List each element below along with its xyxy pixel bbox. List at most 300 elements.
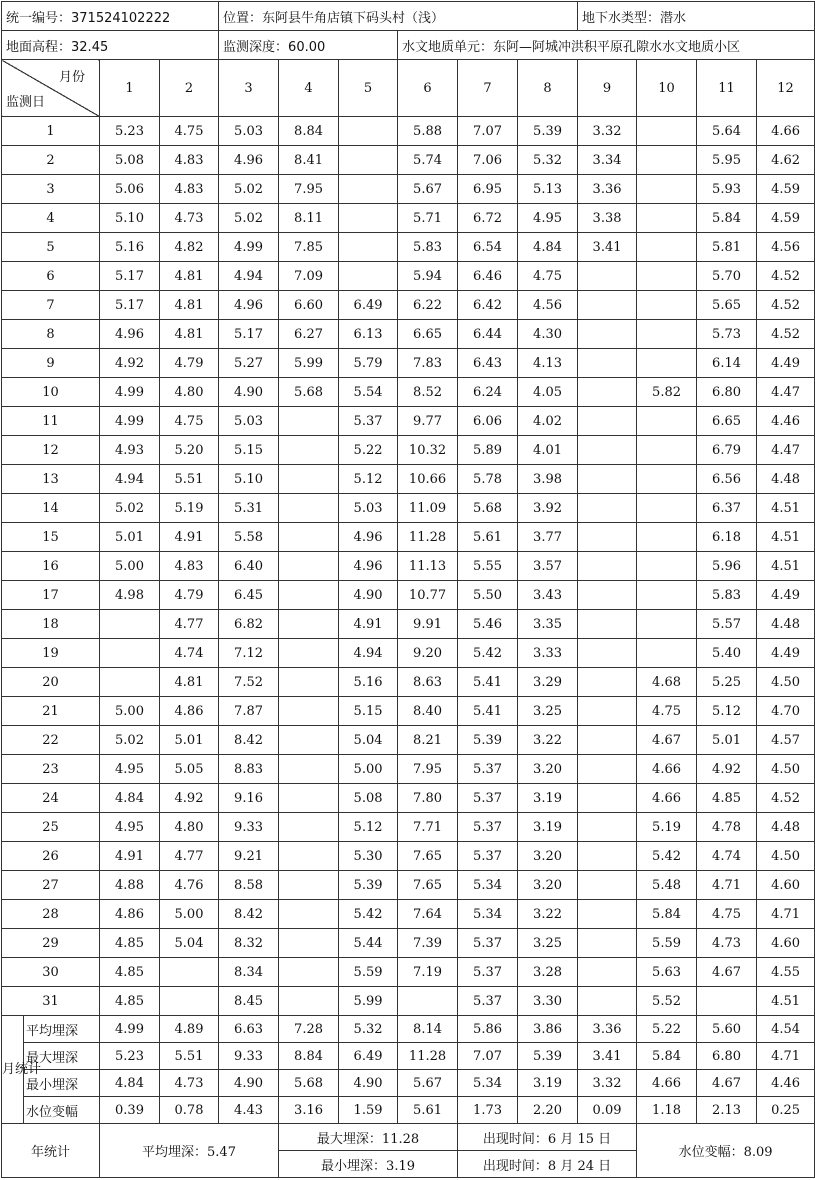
table-row <box>2 929 815 958</box>
depth-cell: 8.84 <box>279 117 339 146</box>
depth-cell: 4.82 <box>160 233 219 262</box>
stat-cell: 5.68 <box>279 1070 339 1097</box>
depth-cell: 5.13 <box>518 175 578 204</box>
depth-cell: 4.90 <box>339 581 398 610</box>
depth-cell: 4.48 <box>757 465 815 494</box>
depth-cell: 7.87 <box>219 697 279 726</box>
depth-cell: 9.77 <box>398 407 458 436</box>
depth-cell <box>578 726 637 755</box>
depth-cell: 5.15 <box>219 436 279 465</box>
station-id-cell: 统一编号：371524102222 <box>2 2 219 31</box>
stat-cell: 3.86 <box>518 1016 578 1043</box>
depth-cell: 4.93 <box>100 436 160 465</box>
table-row <box>2 552 815 581</box>
stat-cell: 4.67 <box>697 1070 757 1097</box>
depth-cell: 5.39 <box>458 726 518 755</box>
depth-cell: 5.57 <box>697 610 757 639</box>
depth-cell: 4.83 <box>160 552 219 581</box>
depth-cell: 5.06 <box>100 175 160 204</box>
depth-cell: 5.54 <box>339 378 398 407</box>
stat-cell: 8.14 <box>398 1016 458 1043</box>
depth-cell: 10.77 <box>398 581 458 610</box>
depth-cell: 7.12 <box>219 639 279 668</box>
depth-cell: 8.41 <box>279 146 339 175</box>
depth-cell <box>279 552 339 581</box>
depth-cell: 5.59 <box>339 958 398 987</box>
depth-cell: 6.27 <box>279 320 339 349</box>
depth-cell: 7.09 <box>279 262 339 291</box>
depth-cell <box>398 987 458 1016</box>
stat-cell: 5.23 <box>100 1043 160 1070</box>
depth-cell <box>578 407 637 436</box>
depth-cell: 5.51 <box>160 465 219 494</box>
depth-cell: 5.04 <box>339 726 398 755</box>
table-row <box>2 813 815 842</box>
depth-cell: 3.77 <box>518 523 578 552</box>
monitoring-depth-value: 60.00 <box>288 39 326 55</box>
depth-cell: 4.81 <box>160 262 219 291</box>
stat-cell: 5.39 <box>518 1043 578 1070</box>
depth-cell: 8.42 <box>219 900 279 929</box>
depth-cell: 5.37 <box>458 929 518 958</box>
depth-cell: 6.80 <box>697 378 757 407</box>
depth-cell <box>578 842 637 871</box>
depth-cell <box>637 291 697 320</box>
month-header-4: 4 <box>279 60 339 117</box>
month-header-2: 2 <box>160 60 219 117</box>
depth-cell: 3.22 <box>518 726 578 755</box>
depth-cell: 5.67 <box>398 175 458 204</box>
depth-cell <box>637 349 697 378</box>
depth-cell <box>637 436 697 465</box>
depth-cell <box>578 378 637 407</box>
table-row <box>2 871 815 900</box>
depth-cell: 4.98 <box>100 581 160 610</box>
depth-cell: 6.24 <box>458 378 518 407</box>
depth-cell: 5.99 <box>279 349 339 378</box>
day-label: 31 <box>2 987 100 1016</box>
month-header-10: 10 <box>637 60 697 117</box>
day-label: 22 <box>2 726 100 755</box>
depth-cell: 4.75 <box>697 900 757 929</box>
depth-cell <box>578 581 637 610</box>
depth-cell: 5.79 <box>339 349 398 378</box>
depth-cell: 5.52 <box>637 987 697 1016</box>
depth-cell: 5.15 <box>339 697 398 726</box>
depth-cell: 4.51 <box>757 523 815 552</box>
depth-cell: 5.37 <box>458 784 518 813</box>
depth-cell: 4.94 <box>219 262 279 291</box>
stat-cell: 5.67 <box>398 1070 458 1097</box>
depth-cell: 5.00 <box>100 697 160 726</box>
depth-cell: 8.42 <box>219 726 279 755</box>
depth-cell: 4.96 <box>100 320 160 349</box>
depth-cell: 4.79 <box>160 581 219 610</box>
day-label: 13 <box>2 465 100 494</box>
depth-cell: 5.70 <box>697 262 757 291</box>
depth-cell: 5.25 <box>697 668 757 697</box>
stat-cell: 4.90 <box>219 1070 279 1097</box>
depth-cell <box>339 175 398 204</box>
depth-cell: 10.32 <box>398 436 458 465</box>
stat-cell: 4.84 <box>100 1070 160 1097</box>
depth-cell: 4.86 <box>100 900 160 929</box>
depth-cell: 5.88 <box>398 117 458 146</box>
depth-cell: 7.39 <box>398 929 458 958</box>
month-header-3: 3 <box>219 60 279 117</box>
monthly-stat-row <box>2 1070 815 1097</box>
depth-cell: 4.99 <box>100 407 160 436</box>
depth-cell <box>279 465 339 494</box>
depth-cell: 5.58 <box>219 523 279 552</box>
depth-cell <box>279 958 339 987</box>
depth-cell: 5.93 <box>697 175 757 204</box>
yearly-range: 水位变幅：8.09 <box>637 1124 815 1178</box>
depth-cell: 11.28 <box>398 523 458 552</box>
depth-cell: 5.01 <box>160 726 219 755</box>
stat-cell: 4.46 <box>757 1070 815 1097</box>
depth-cell: 6.43 <box>458 349 518 378</box>
depth-cell: 4.95 <box>518 204 578 233</box>
day-label: 7 <box>2 291 100 320</box>
depth-cell: 6.60 <box>279 291 339 320</box>
yearly-max-depth: 最大埋深：11.28 <box>279 1124 458 1151</box>
depth-cell: 5.17 <box>100 262 160 291</box>
depth-cell: 4.50 <box>757 755 815 784</box>
depth-cell: 3.22 <box>518 900 578 929</box>
depth-cell <box>578 813 637 842</box>
table-row <box>2 262 815 291</box>
stat-cell: 0.78 <box>160 1097 219 1124</box>
depth-cell: 8.21 <box>398 726 458 755</box>
depth-cell: 7.19 <box>398 958 458 987</box>
depth-cell: 4.49 <box>757 639 815 668</box>
day-label: 23 <box>2 755 100 784</box>
depth-cell: 10.66 <box>398 465 458 494</box>
depth-cell: 6.72 <box>458 204 518 233</box>
depth-cell: 4.52 <box>757 262 815 291</box>
depth-cell: 4.86 <box>160 697 219 726</box>
depth-cell <box>637 146 697 175</box>
depth-cell: 8.34 <box>219 958 279 987</box>
depth-cell: 5.71 <box>398 204 458 233</box>
depth-cell: 3.19 <box>518 784 578 813</box>
depth-cell: 5.42 <box>637 842 697 871</box>
depth-cell: 6.65 <box>398 320 458 349</box>
stat-cell: 0.39 <box>100 1097 160 1124</box>
day-label: 11 <box>2 407 100 436</box>
depth-cell <box>279 581 339 610</box>
depth-cell: 5.02 <box>100 726 160 755</box>
depth-cell <box>637 262 697 291</box>
depth-cell: 5.02 <box>100 494 160 523</box>
depth-cell: 5.16 <box>100 233 160 262</box>
depth-cell <box>578 262 637 291</box>
depth-cell <box>578 958 637 987</box>
depth-cell: 4.73 <box>160 204 219 233</box>
stat-cell: 4.71 <box>757 1043 815 1070</box>
depth-cell: 3.33 <box>518 639 578 668</box>
depth-cell: 4.75 <box>518 262 578 291</box>
depth-cell: 4.85 <box>697 784 757 813</box>
depth-cell: 7.07 <box>458 117 518 146</box>
depth-cell <box>578 552 637 581</box>
stat-cell: 3.32 <box>578 1070 637 1097</box>
stat-cell: 5.32 <box>339 1016 398 1043</box>
depth-cell: 6.40 <box>219 552 279 581</box>
depth-cell <box>339 117 398 146</box>
depth-cell: 4.70 <box>757 697 815 726</box>
depth-cell: 4.99 <box>219 233 279 262</box>
depth-cell: 4.48 <box>757 813 815 842</box>
monitoring-depth-cell: 监测深度：60.00 <box>219 31 398 60</box>
depth-cell: 4.96 <box>339 523 398 552</box>
depth-cell: 5.78 <box>458 465 518 494</box>
depth-cell <box>637 175 697 204</box>
table-row <box>2 349 815 378</box>
stat-cell: 11.28 <box>398 1043 458 1070</box>
table-row <box>2 581 815 610</box>
depth-cell: 5.59 <box>637 929 697 958</box>
depth-cell: 4.66 <box>637 784 697 813</box>
stat-cell: 2.20 <box>518 1097 578 1124</box>
stat-cell: 4.90 <box>339 1070 398 1097</box>
depth-cell: 5.37 <box>458 813 518 842</box>
stat-cell: 1.73 <box>458 1097 518 1124</box>
depth-cell: 6.44 <box>458 320 518 349</box>
depth-cell: 4.52 <box>757 291 815 320</box>
depth-cell: 5.22 <box>339 436 398 465</box>
depth-cell: 5.00 <box>339 755 398 784</box>
table-row <box>2 958 815 987</box>
depth-cell: 6.54 <box>458 233 518 262</box>
depth-cell: 4.75 <box>637 697 697 726</box>
depth-cell: 3.38 <box>578 204 637 233</box>
table-row <box>2 146 815 175</box>
depth-cell: 5.03 <box>339 494 398 523</box>
day-label: 24 <box>2 784 100 813</box>
day-label: 8 <box>2 320 100 349</box>
depth-cell: 4.52 <box>757 320 815 349</box>
stat-cell: 2.13 <box>697 1097 757 1124</box>
depth-cell: 4.85 <box>100 958 160 987</box>
depth-cell: 5.39 <box>339 871 398 900</box>
table-row <box>2 175 815 204</box>
depth-cell: 6.13 <box>339 320 398 349</box>
yearly-min-depth: 最小埋深：3.19 <box>279 1151 458 1178</box>
depth-cell: 4.56 <box>757 233 815 262</box>
day-label: 16 <box>2 552 100 581</box>
table-row <box>2 233 815 262</box>
depth-cell <box>100 639 160 668</box>
depth-cell: 3.20 <box>518 842 578 871</box>
depth-cell <box>578 494 637 523</box>
table-row <box>2 117 815 146</box>
depth-cell: 5.48 <box>637 871 697 900</box>
month-header-11: 11 <box>697 60 757 117</box>
depth-cell: 4.05 <box>518 378 578 407</box>
month-header-9: 9 <box>578 60 637 117</box>
stat-cell: 4.66 <box>637 1070 697 1097</box>
day-label: 3 <box>2 175 100 204</box>
depth-cell: 4.56 <box>518 291 578 320</box>
table-row <box>2 291 815 320</box>
depth-cell: 4.79 <box>160 349 219 378</box>
corner-day-label: 监测日 <box>6 95 46 110</box>
depth-cell: 4.30 <box>518 320 578 349</box>
depth-cell <box>279 494 339 523</box>
depth-cell: 7.06 <box>458 146 518 175</box>
depth-cell <box>279 784 339 813</box>
depth-cell: 5.65 <box>697 291 757 320</box>
stat-cell: 6.63 <box>219 1016 279 1043</box>
depth-cell: 4.02 <box>518 407 578 436</box>
depth-cell <box>578 639 637 668</box>
depth-cell: 5.01 <box>697 726 757 755</box>
table-row <box>2 842 815 871</box>
depth-cell: 4.85 <box>100 929 160 958</box>
depth-cell: 4.81 <box>160 291 219 320</box>
stat-cell: 5.61 <box>398 1097 458 1124</box>
depth-cell: 5.30 <box>339 842 398 871</box>
stat-cell: 6.49 <box>339 1043 398 1070</box>
depth-cell: 5.23 <box>100 117 160 146</box>
groundwater-type-cell: 地下水类型：潜水 <box>578 2 815 31</box>
stat-cell: 6.80 <box>697 1043 757 1070</box>
stat-cell: 9.33 <box>219 1043 279 1070</box>
depth-cell <box>637 523 697 552</box>
depth-cell: 4.81 <box>160 320 219 349</box>
depth-cell: 5.68 <box>458 494 518 523</box>
depth-cell: 5.12 <box>339 465 398 494</box>
table-row <box>2 378 815 407</box>
depth-cell: 4.92 <box>100 349 160 378</box>
depth-cell <box>578 929 637 958</box>
day-label: 10 <box>2 378 100 407</box>
depth-cell <box>279 871 339 900</box>
depth-cell: 8.40 <box>398 697 458 726</box>
table-row <box>2 204 815 233</box>
yearly-stat-label: 年统计 <box>2 1124 100 1178</box>
day-label: 18 <box>2 610 100 639</box>
depth-cell: 4.50 <box>757 668 815 697</box>
depth-cell: 6.14 <box>697 349 757 378</box>
stat-cell: 3.16 <box>279 1097 339 1124</box>
depth-cell: 7.52 <box>219 668 279 697</box>
stat-cell: 0.25 <box>757 1097 815 1124</box>
depth-cell: 5.08 <box>100 146 160 175</box>
table-row <box>2 465 815 494</box>
depth-cell <box>637 320 697 349</box>
depth-cell: 7.85 <box>279 233 339 262</box>
depth-cell: 5.17 <box>100 291 160 320</box>
depth-cell: 9.91 <box>398 610 458 639</box>
stat-cell: 4.54 <box>757 1016 815 1043</box>
table-row <box>2 726 815 755</box>
depth-cell: 7.80 <box>398 784 458 813</box>
depth-cell: 4.83 <box>160 146 219 175</box>
depth-cell: 3.19 <box>518 813 578 842</box>
depth-cell: 6.95 <box>458 175 518 204</box>
depth-cell: 3.34 <box>578 146 637 175</box>
depth-cell <box>279 523 339 552</box>
month-header-1: 1 <box>100 60 160 117</box>
depth-cell: 5.99 <box>339 987 398 1016</box>
day-label: 9 <box>2 349 100 378</box>
table-row <box>2 697 815 726</box>
table-row <box>2 987 815 1016</box>
depth-cell: 3.29 <box>518 668 578 697</box>
depth-cell <box>637 204 697 233</box>
depth-cell <box>637 552 697 581</box>
depth-cell <box>578 697 637 726</box>
depth-cell <box>578 523 637 552</box>
stat-cell: 1.59 <box>339 1097 398 1124</box>
depth-cell: 4.57 <box>757 726 815 755</box>
depth-cell: 4.59 <box>757 175 815 204</box>
depth-cell: 4.68 <box>637 668 697 697</box>
depth-cell: 5.16 <box>339 668 398 697</box>
depth-cell: 3.36 <box>578 175 637 204</box>
depth-cell <box>637 117 697 146</box>
depth-cell <box>279 697 339 726</box>
table-row <box>2 494 815 523</box>
depth-cell: 4.77 <box>160 842 219 871</box>
depth-cell: 3.98 <box>518 465 578 494</box>
day-label: 26 <box>2 842 100 871</box>
depth-cell: 4.46 <box>757 407 815 436</box>
depth-cell <box>578 349 637 378</box>
depth-cell: 5.82 <box>637 378 697 407</box>
depth-cell: 5.64 <box>697 117 757 146</box>
depth-cell: 5.37 <box>339 407 398 436</box>
depth-cell: 8.32 <box>219 929 279 958</box>
depth-cell: 4.74 <box>697 842 757 871</box>
depth-cell: 4.49 <box>757 349 815 378</box>
table-row <box>2 900 815 929</box>
depth-cell: 5.04 <box>160 929 219 958</box>
depth-cell: 6.79 <box>697 436 757 465</box>
day-label: 30 <box>2 958 100 987</box>
depth-cell: 4.80 <box>160 378 219 407</box>
depth-cell: 8.83 <box>219 755 279 784</box>
depth-cell: 4.75 <box>160 407 219 436</box>
depth-cell: 5.37 <box>458 842 518 871</box>
depth-cell: 3.28 <box>518 958 578 987</box>
depth-cell: 5.03 <box>219 407 279 436</box>
depth-cell: 4.62 <box>757 146 815 175</box>
depth-cell: 5.02 <box>219 204 279 233</box>
day-label: 5 <box>2 233 100 262</box>
depth-cell <box>637 407 697 436</box>
depth-cell: 4.90 <box>219 378 279 407</box>
depth-cell <box>339 204 398 233</box>
depth-cell: 5.63 <box>637 958 697 987</box>
table-row <box>2 320 815 349</box>
depth-cell: 4.47 <box>757 436 815 465</box>
depth-cell <box>637 581 697 610</box>
depth-cell: 8.11 <box>279 204 339 233</box>
stat-cell: 7.07 <box>458 1043 518 1070</box>
depth-cell: 6.45 <box>219 581 279 610</box>
depth-cell: 5.17 <box>219 320 279 349</box>
depth-cell <box>160 987 219 1016</box>
stat-cell: 4.99 <box>100 1016 160 1043</box>
depth-cell: 4.91 <box>160 523 219 552</box>
groundwater-type-value: 潜水 <box>660 10 687 26</box>
depth-cell: 5.00 <box>160 900 219 929</box>
depth-cell: 5.39 <box>518 117 578 146</box>
